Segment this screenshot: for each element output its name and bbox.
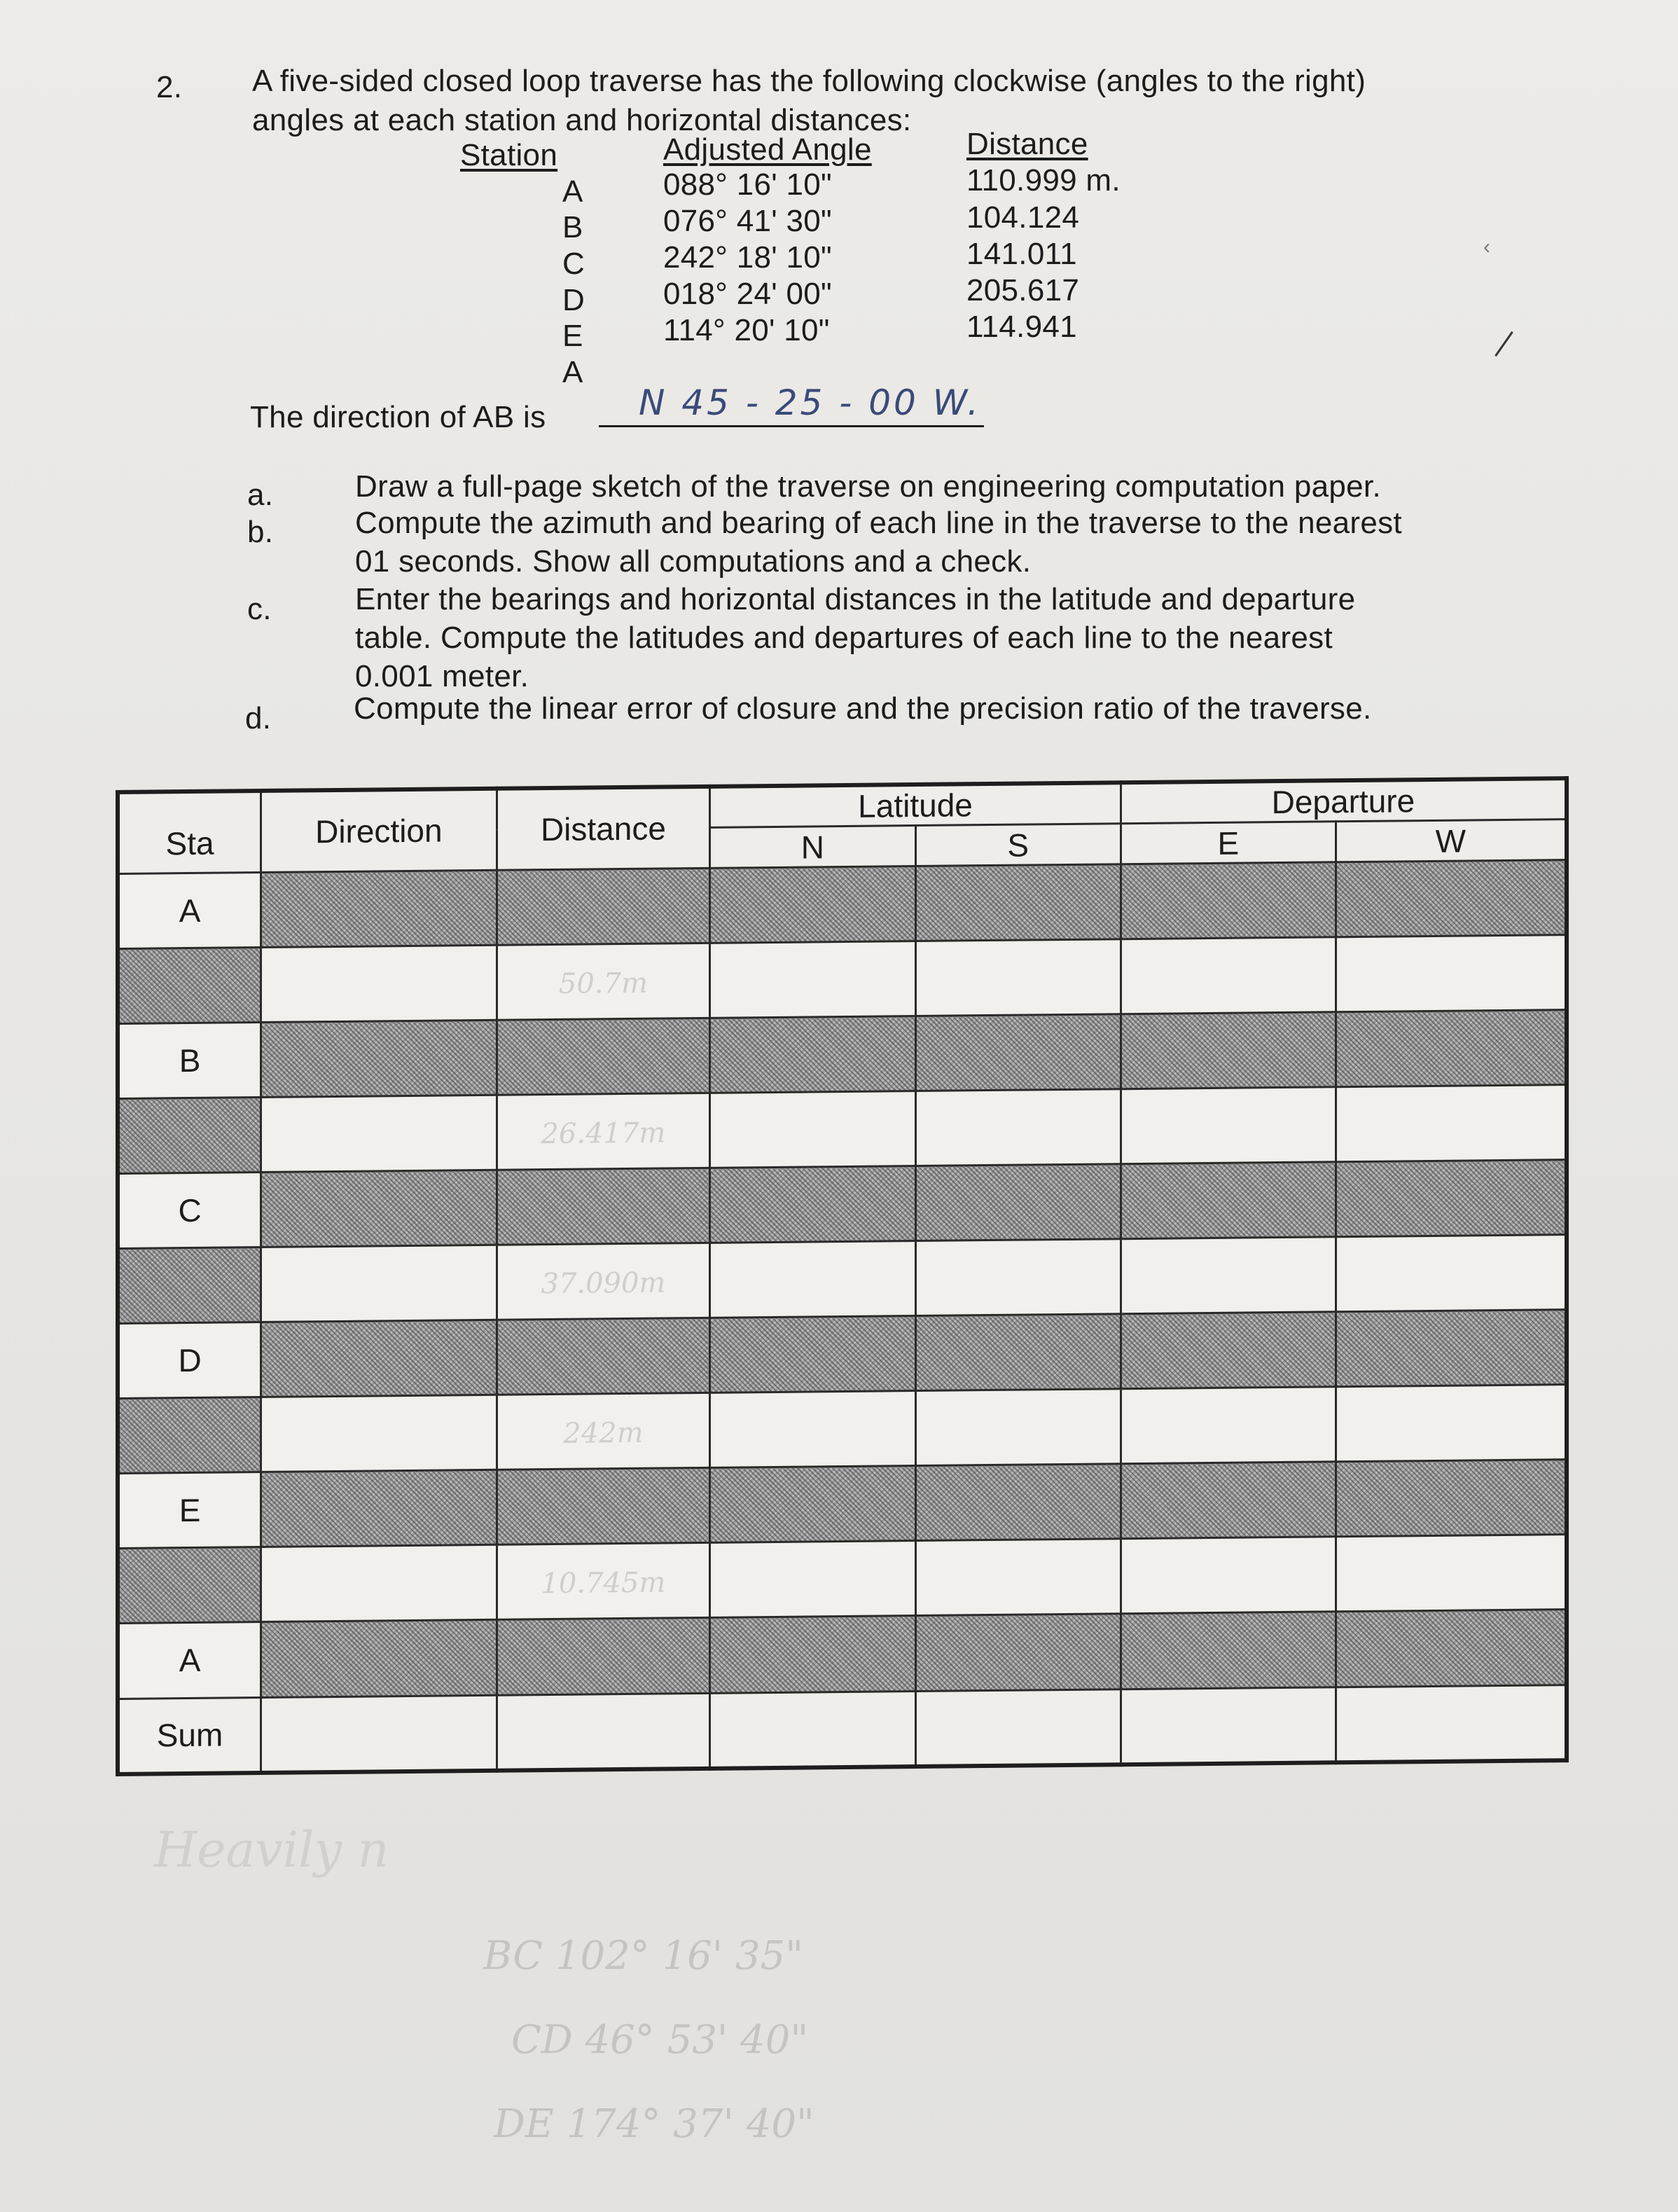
given-distance: 104.124: [966, 200, 1080, 235]
sum-direction-cell[interactable]: [261, 1695, 497, 1773]
shaded-cell: [261, 1020, 497, 1097]
col-s-header: S: [915, 824, 1121, 866]
sum-e-cell[interactable]: [1121, 1687, 1336, 1764]
given-distance: 114.941: [966, 310, 1077, 344]
shaded-cell: [1336, 1160, 1567, 1237]
w-cell[interactable]: [1336, 1085, 1567, 1162]
faint-note: CD 46° 53' 40": [511, 2017, 809, 2063]
shaded-cell: [261, 1320, 497, 1397]
given-angle: 076° 41' 30": [663, 204, 832, 238]
shaded-cell: [1121, 1612, 1336, 1689]
shaded-cell: [497, 1618, 710, 1695]
sum-distance-cell[interactable]: [497, 1693, 710, 1771]
faint-distance-mark: 50.7m: [558, 967, 648, 1000]
s-cell[interactable]: [915, 1239, 1121, 1316]
given-station: A: [562, 355, 583, 389]
shaded-cell: [261, 1170, 497, 1247]
faint-note: Heavily n: [154, 1821, 389, 1879]
line-row: [118, 1085, 1567, 1174]
shaded-cell: [915, 1464, 1121, 1541]
col-e-header: E: [1121, 822, 1336, 864]
shaded-cell: [915, 1014, 1121, 1091]
station-label: D: [118, 1322, 261, 1399]
w-cell[interactable]: [1336, 1235, 1567, 1312]
shaded-cell: [915, 864, 1121, 941]
col-n-header: N: [710, 826, 915, 869]
shaded-cell: [118, 1098, 261, 1174]
w-cell[interactable]: [1336, 1535, 1567, 1612]
station-row: [118, 1160, 1567, 1249]
shaded-cell: [1121, 1312, 1336, 1389]
n-cell[interactable]: [710, 1391, 915, 1468]
shaded-cell: [710, 1166, 915, 1243]
shaded-cell: [1336, 1610, 1567, 1687]
direction-cell[interactable]: [261, 1245, 497, 1322]
given-angle: 018° 24' 00": [663, 277, 832, 311]
faint-note: DE 174° 37' 40": [494, 2101, 814, 2147]
shaded-cell: [497, 1318, 710, 1395]
task-line: Compute the azimuth and bearing of each line in the traverse to the nearest: [355, 506, 1402, 540]
task-line: 0.001 meter.: [355, 659, 529, 693]
task-line: 01 seconds. Show all computations and a check.: [355, 544, 1032, 579]
shaded-cell: [261, 1470, 497, 1547]
shaded-cell: [1336, 1460, 1567, 1537]
sum-row: [118, 1685, 1567, 1774]
shaded-cell: [497, 1018, 710, 1095]
task-line: Compute the linear error of closure and the precision ratio of the traverse.: [354, 691, 1372, 726]
shaded-cell: [1336, 1310, 1567, 1387]
shaded-cell: [118, 1397, 261, 1474]
w-cell[interactable]: [1336, 1385, 1567, 1462]
direction-cell[interactable]: [261, 1395, 497, 1472]
station-row: [118, 1460, 1567, 1549]
given-angle: 088° 16' 10": [663, 167, 832, 202]
direction-cell[interactable]: [261, 1095, 497, 1172]
e-cell[interactable]: [1121, 1237, 1336, 1314]
margin-mark: ‹: [1483, 235, 1490, 258]
given-distance: 141.011: [966, 237, 1077, 271]
given-station: E: [562, 319, 583, 353]
distance-cell[interactable]: [497, 943, 710, 1020]
direction-label: The direction of AB is: [250, 400, 546, 434]
e-cell[interactable]: [1121, 1537, 1336, 1614]
shaded-cell: [915, 1314, 1121, 1391]
line-row: [118, 935, 1567, 1024]
shaded-cell: [118, 948, 261, 1024]
latitude-departure-table: [116, 776, 1569, 1776]
distance-cell[interactable]: [497, 1093, 710, 1170]
shaded-cell: [497, 1468, 710, 1545]
given-station: B: [562, 210, 583, 244]
shaded-cell: [118, 1547, 261, 1624]
col-distance-header: Distance: [497, 787, 710, 870]
faint-distance-mark: 26.417m: [541, 1117, 666, 1151]
shaded-cell: [710, 1316, 915, 1393]
direction-cell[interactable]: [261, 1545, 497, 1622]
shaded-cell: [118, 1247, 261, 1324]
station-label: E: [118, 1472, 261, 1549]
col-sta-header: Sta: [118, 791, 261, 873]
given-station: A: [562, 174, 583, 209]
shaded-cell: [497, 1168, 710, 1245]
faint-note: BC 102° 16' 35": [483, 1933, 803, 1979]
latitude-group-header: Latitude: [710, 782, 1121, 827]
faint-distance-mark: 10.745m: [541, 1566, 666, 1601]
n-cell[interactable]: [710, 1541, 915, 1618]
shaded-cell: [710, 866, 915, 943]
sum-n-cell[interactable]: [710, 1691, 915, 1769]
n-cell[interactable]: [710, 1091, 915, 1168]
shaded-cell: [1121, 862, 1336, 939]
direction-cell[interactable]: [261, 945, 497, 1022]
given-angle: 114° 20' 10": [663, 313, 830, 347]
problem-intro-line-2: angles at each station and horizontal distances:: [252, 103, 912, 137]
distance-cell[interactable]: [497, 1543, 710, 1620]
station-label: C: [118, 1173, 261, 1249]
sum-label: Sum: [118, 1697, 261, 1774]
line-row: [118, 1535, 1567, 1624]
e-cell[interactable]: [1121, 1387, 1336, 1464]
shaded-cell: [915, 1614, 1121, 1691]
distance-header: Distance: [966, 127, 1088, 161]
shaded-cell: [497, 868, 710, 945]
task-letter: d.: [245, 701, 272, 735]
station-row: [118, 1010, 1567, 1099]
s-cell[interactable]: [915, 1389, 1121, 1466]
given-station: C: [562, 247, 585, 281]
task-letter: b.: [247, 515, 274, 549]
shaded-cell: [1336, 860, 1567, 937]
problem-intro-line-1: A five-sided closed loop traverse has the following clockwise (angles to the right): [252, 64, 1366, 98]
task-line: Enter the bearings and horizontal distances in the latitude and departure: [355, 582, 1356, 616]
sum-w-cell[interactable]: [1336, 1685, 1567, 1762]
col-direction-header: Direction: [261, 789, 497, 873]
shaded-cell: [710, 1616, 915, 1693]
n-cell[interactable]: [710, 1241, 915, 1318]
task-line: Draw a full-page sketch of the traverse on engineering computation paper.: [355, 469, 1381, 504]
problem-number: 2.: [156, 70, 183, 104]
station-label: B: [118, 1023, 261, 1099]
task-line: table. Compute the latitudes and departures of each line to the nearest: [355, 621, 1333, 655]
distance-cell[interactable]: [497, 1393, 710, 1470]
given-distance: 110.999 m.: [966, 163, 1121, 198]
sum-s-cell[interactable]: [915, 1689, 1121, 1767]
s-cell[interactable]: [915, 1089, 1121, 1166]
direction-answer-line: [599, 425, 984, 427]
margin-tick: [1495, 331, 1513, 357]
station-label: A: [118, 873, 261, 949]
given-station: D: [562, 283, 585, 317]
shaded-cell: [1121, 1162, 1336, 1239]
given-angle: 242° 18' 10": [663, 240, 832, 275]
shaded-cell: [915, 1164, 1121, 1241]
shaded-cell: [261, 870, 497, 947]
station-row: [118, 1610, 1567, 1699]
s-cell[interactable]: [915, 939, 1121, 1016]
task-letter: a.: [247, 478, 274, 512]
shaded-cell: [710, 1016, 915, 1093]
e-cell[interactable]: [1121, 1087, 1336, 1164]
station-row: [118, 1310, 1567, 1399]
station-header: Station: [460, 138, 558, 172]
direction-handwritten-answer: N 45 - 25 - 00 W.: [639, 382, 981, 423]
line-row: [118, 1235, 1567, 1324]
distance-cell[interactable]: [497, 1243, 710, 1320]
task-letter: c.: [247, 592, 272, 626]
w-cell[interactable]: [1336, 935, 1567, 1012]
adjusted-angle-header: Adjusted Angle: [663, 132, 872, 167]
faint-distance-mark: 37.090m: [541, 1266, 666, 1301]
n-cell[interactable]: [710, 941, 915, 1018]
station-row: [118, 860, 1567, 949]
shaded-cell: [1121, 1462, 1336, 1539]
e-cell[interactable]: [1121, 937, 1336, 1014]
station-label: A: [118, 1622, 261, 1699]
col-w-header: W: [1336, 820, 1567, 862]
shaded-cell: [1121, 1012, 1336, 1089]
line-row: [118, 1385, 1567, 1474]
shaded-cell: [1336, 1010, 1567, 1087]
given-distance: 205.617: [966, 273, 1080, 307]
shaded-cell: [261, 1620, 497, 1697]
shaded-cell: [710, 1466, 915, 1543]
departure-group-header: Departure: [1121, 778, 1567, 824]
faint-distance-mark: 242m: [563, 1417, 644, 1451]
s-cell[interactable]: [915, 1539, 1121, 1616]
